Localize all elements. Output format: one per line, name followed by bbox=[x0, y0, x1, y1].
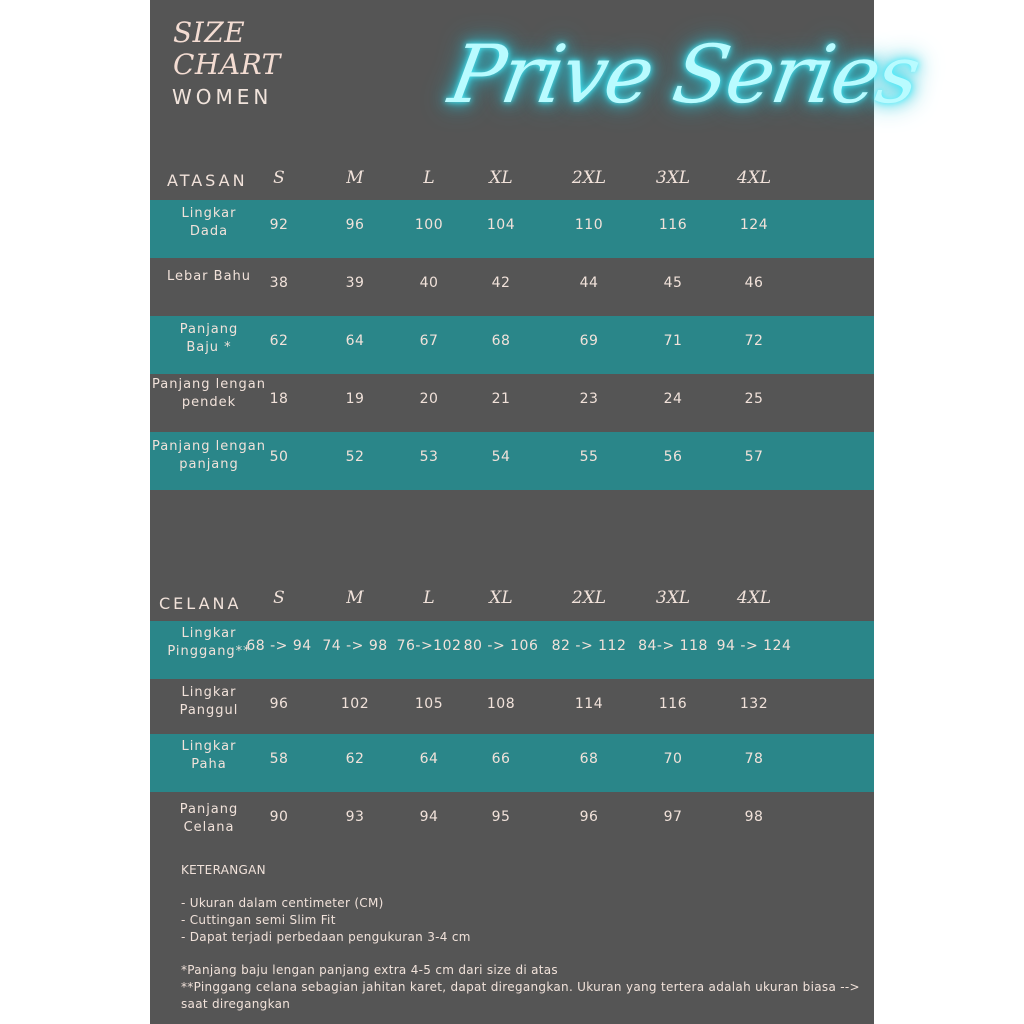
size-header-s: S bbox=[273, 588, 285, 608]
table-cell: 67 bbox=[419, 333, 439, 349]
table-cell: 116 bbox=[658, 217, 688, 233]
size-header-xl: XL bbox=[489, 588, 513, 608]
size-header-m: M bbox=[346, 588, 364, 608]
atasan-label: ATASAN bbox=[167, 171, 248, 190]
size-header-l: L bbox=[423, 588, 435, 608]
table-cell: 108 bbox=[486, 696, 516, 712]
table-row bbox=[150, 432, 874, 490]
table-cell: 50 bbox=[269, 449, 289, 465]
title-women: WOMEN bbox=[172, 85, 273, 109]
table-cell: 52 bbox=[345, 449, 365, 465]
table-cell: 38 bbox=[269, 275, 289, 291]
size-header-2xl: 2XL bbox=[571, 588, 607, 608]
table-cell: 58 bbox=[269, 751, 289, 767]
table-cell: 54 bbox=[491, 449, 511, 465]
table-cell: 46 bbox=[744, 275, 764, 291]
table-row bbox=[150, 734, 874, 792]
table-cell: 76->102 bbox=[396, 638, 462, 654]
footnote-1: *Panjang baju lengan panjang extra 4-5 cm dari size di atas bbox=[181, 963, 558, 977]
size-header-xl: XL bbox=[489, 168, 513, 188]
table-cell: 132 bbox=[739, 696, 769, 712]
table-row bbox=[150, 258, 874, 316]
table-cell: 124 bbox=[739, 217, 769, 233]
table-cell: 80 -> 106 bbox=[463, 638, 539, 654]
table-cell: 64 bbox=[345, 333, 365, 349]
table-cell: 18 bbox=[269, 391, 289, 407]
table-cell: 57 bbox=[744, 449, 764, 465]
table-row bbox=[150, 621, 874, 679]
table-cell: 19 bbox=[345, 391, 365, 407]
note-item: - Ukuran dalam centimeter (CM) bbox=[181, 896, 384, 910]
table-cell: 102 bbox=[340, 696, 370, 712]
table-cell: 56 bbox=[663, 449, 683, 465]
table-cell: 72 bbox=[744, 333, 764, 349]
size-header-4xl: 4XL bbox=[736, 588, 772, 608]
table-cell: 25 bbox=[744, 391, 764, 407]
table-cell: 95 bbox=[491, 809, 511, 825]
size-header-s: S bbox=[273, 168, 285, 188]
celana-label: CELANA bbox=[159, 594, 242, 613]
table-cell: 92 bbox=[269, 217, 289, 233]
table-cell: 70 bbox=[663, 751, 683, 767]
table-row bbox=[150, 374, 874, 432]
table-cell: 42 bbox=[491, 275, 511, 291]
note-item: - Dapat terjadi perbedaan pengukuran 3-4 cm bbox=[181, 930, 471, 944]
note-item: - Cuttingan semi Slim Fit bbox=[181, 913, 336, 927]
table-cell: 23 bbox=[579, 391, 599, 407]
table-cell: 62 bbox=[269, 333, 289, 349]
row-label: Lebar Bahu bbox=[166, 269, 252, 284]
notes-block bbox=[181, 862, 861, 1013]
table-cell: 114 bbox=[574, 696, 604, 712]
size-header-4xl: 4XL bbox=[736, 168, 772, 188]
table-cell: 96 bbox=[345, 217, 365, 233]
table-cell: 24 bbox=[663, 391, 683, 407]
table-cell: 78 bbox=[744, 751, 764, 767]
title-size: SIZE bbox=[173, 16, 246, 49]
size-header-m: M bbox=[346, 168, 364, 188]
row-label: Panjang Celana bbox=[179, 802, 239, 835]
table-cell: 105 bbox=[414, 696, 444, 712]
table-row bbox=[150, 200, 874, 258]
size-chart-sheet bbox=[150, 0, 926, 1024]
size-header-l: L bbox=[423, 168, 435, 188]
table-row bbox=[150, 792, 874, 850]
table-cell: 21 bbox=[491, 391, 511, 407]
table-cell: 96 bbox=[579, 809, 599, 825]
size-header-3xl: 3XL bbox=[655, 168, 691, 188]
table-cell: 71 bbox=[663, 333, 683, 349]
table-cell: 84-> 118 bbox=[638, 638, 708, 654]
title-chart: CHART bbox=[173, 48, 281, 81]
table-cell: 82 -> 112 bbox=[551, 638, 627, 654]
footnote-2: **Pinggang celana sebagian jahitan karet, dapat diregangkan. Ukuran yang tertera adalah ukuran biasa --> saat diregangkan bbox=[181, 980, 860, 1011]
row-label: Lingkar Paha bbox=[181, 739, 237, 772]
table-cell: 97 bbox=[663, 809, 683, 825]
row-label: Lingkar Panggul bbox=[179, 685, 239, 718]
table-cell: 45 bbox=[663, 275, 683, 291]
row-label: Lingkar Dada bbox=[181, 206, 237, 239]
table-row bbox=[150, 316, 874, 374]
table-cell: 68 -> 94 bbox=[246, 638, 312, 654]
notes-heading: KETERANGAN bbox=[181, 863, 266, 877]
table-cell: 68 bbox=[491, 333, 511, 349]
table-cell: 110 bbox=[574, 217, 604, 233]
table-cell: 69 bbox=[579, 333, 599, 349]
table-cell: 40 bbox=[419, 275, 439, 291]
table-cell: 55 bbox=[579, 449, 599, 465]
table-cell: 66 bbox=[491, 751, 511, 767]
row-label: Panjang Baju * bbox=[179, 322, 239, 355]
table-cell: 90 bbox=[269, 809, 289, 825]
table-cell: 94 bbox=[419, 809, 439, 825]
brand-neon-title: Prive Series bbox=[442, 28, 926, 121]
table-cell: 64 bbox=[419, 751, 439, 767]
table-cell: 104 bbox=[486, 217, 516, 233]
size-header-3xl: 3XL bbox=[655, 588, 691, 608]
table-cell: 100 bbox=[414, 217, 444, 233]
size-header-2xl: 2XL bbox=[571, 168, 607, 188]
row-label: Panjang lengan panjang bbox=[152, 439, 266, 472]
table-cell: 98 bbox=[744, 809, 764, 825]
table-cell: 44 bbox=[579, 275, 599, 291]
table-cell: 94 -> 124 bbox=[716, 638, 792, 654]
table-cell: 68 bbox=[579, 751, 599, 767]
table-row bbox=[150, 679, 874, 737]
row-label: Panjang lengan pendek bbox=[152, 377, 266, 410]
table-cell: 93 bbox=[345, 809, 365, 825]
row-label: Lingkar Pinggang** bbox=[167, 626, 251, 659]
table-cell: 62 bbox=[345, 751, 365, 767]
table-cell: 20 bbox=[419, 391, 439, 407]
table-cell: 53 bbox=[419, 449, 439, 465]
table-cell: 96 bbox=[269, 696, 289, 712]
table-cell: 74 -> 98 bbox=[322, 638, 388, 654]
table-cell: 39 bbox=[345, 275, 365, 291]
table-cell: 116 bbox=[658, 696, 688, 712]
